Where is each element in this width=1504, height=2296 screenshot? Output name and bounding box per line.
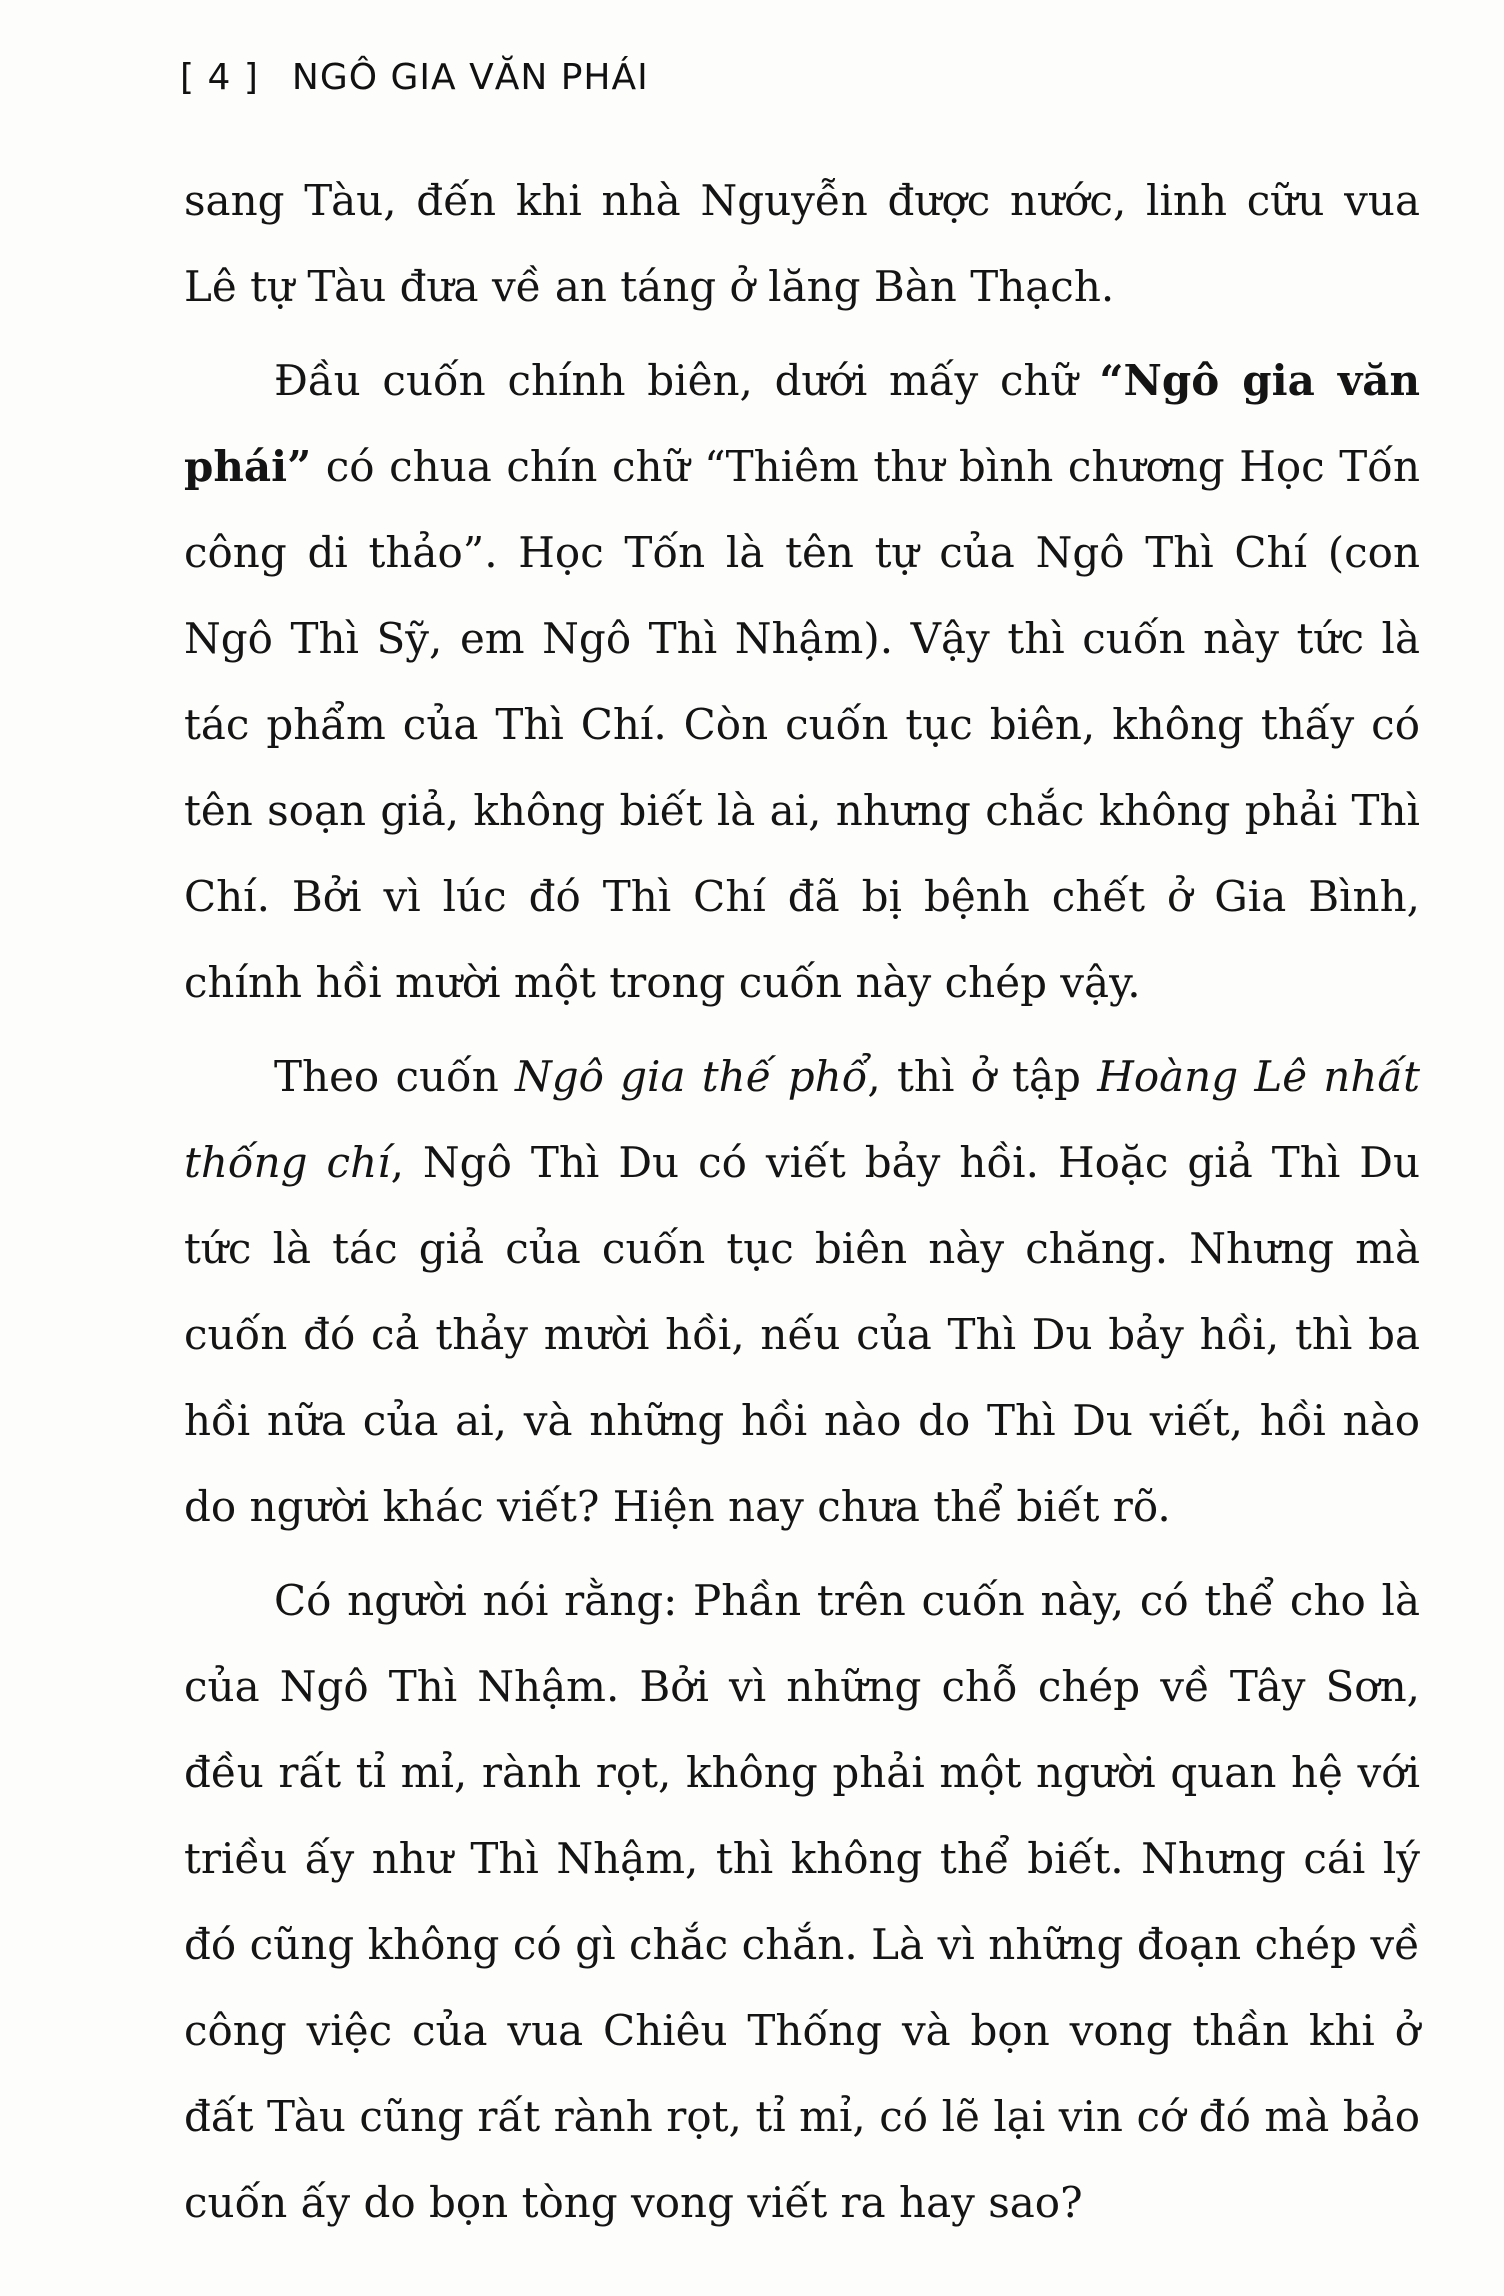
body-text <box>184 158 1420 2254</box>
paragraph-3-lead: Theo cuốn <box>274 1052 516 1101</box>
paragraph-3-mid: , thì ở tập <box>867 1052 1098 1101</box>
paragraph-3 <box>184 1034 1420 1550</box>
paragraph-2 <box>184 338 1420 1026</box>
paragraph-3-rest: , Ngô Thì Du có viết bảy hồi. Hoặc giả Thì Du tức là tác giả của cuốn tục biên này chăng. Nhưng mà cuốn đó cả thảy mười hồi, nếu của Thì Du bảy hồi, thì ba hồi nữa của ai, và những hồi nào do Thì Du viết, hồi nào do người khác viết? Hiện nay chưa thể biết rõ. <box>184 1138 1420 1531</box>
title-ngo-gia-the-pho: Ngô gia thế phổ <box>515 1052 868 1101</box>
paragraph-4 <box>184 1558 1420 2246</box>
paragraph-2-rest: có chua chín chữ “Thiêm thư bình chương Học Tốn công di thảo”. Học Tốn là tên tự của Ngô Thì Chí (con Ngô Thì Sỹ, em Ngô Thì Nhậm). Vậy thì cuốn này tức là tác phẩm của Thì Chí. Còn cuốn tục biên, không thấy có tên soạn giả, không biết là ai, nhưng chắc không phải Thì Chí. Bởi vì lúc đó Thì Chí đã bị bệnh chết ở Gia Bình, chính hồi mười một trong cuốn này chép vậy. <box>184 442 1420 1007</box>
title-hoang-le-nhat-thong-chi: Hoàng Lê nhất thống chí <box>184 1052 1421 1187</box>
page-number: [ 4 ] <box>180 57 259 98</box>
running-header <box>180 56 1380 116</box>
paragraph-1-text: sang Tàu, đến khi nhà Nguyễn được nước, linh cữu vua Lê tự Tàu đưa về an táng ở lăng Bàn Thạch. <box>184 176 1420 311</box>
book-title: NGÔ GIA VĂN PHÁI <box>291 57 649 98</box>
paragraph-1 <box>184 158 1420 330</box>
book-title-bold: “Ngô gia văn phái” <box>184 356 1420 491</box>
paragraph-2-lead: Đầu cuốn chính biên, dưới mấy chữ <box>274 356 1100 405</box>
paragraph-4-text: Có người nói rằng: Phần trên cuốn này, có thể cho là của Ngô Thì Nhậm. Bởi vì những chỗ chép về Tây Sơn, đều rất tỉ mỉ, rành rọt, không phải một người quan hệ với triều ấy như Thì Nhậm, thì không thể biết. Nhưng cái lý đó cũng không có gì chắc chắn. Là vì những đoạn chép về công việc của vua Chiêu Thống và bọn vong thần khi ở đất Tàu cũng rất rành rọt, tỉ mỉ, có lẽ lại vin cớ đó mà bảo cuốn ấy do bọn tòng vong viết ra hay sao? <box>184 1576 1420 2227</box>
